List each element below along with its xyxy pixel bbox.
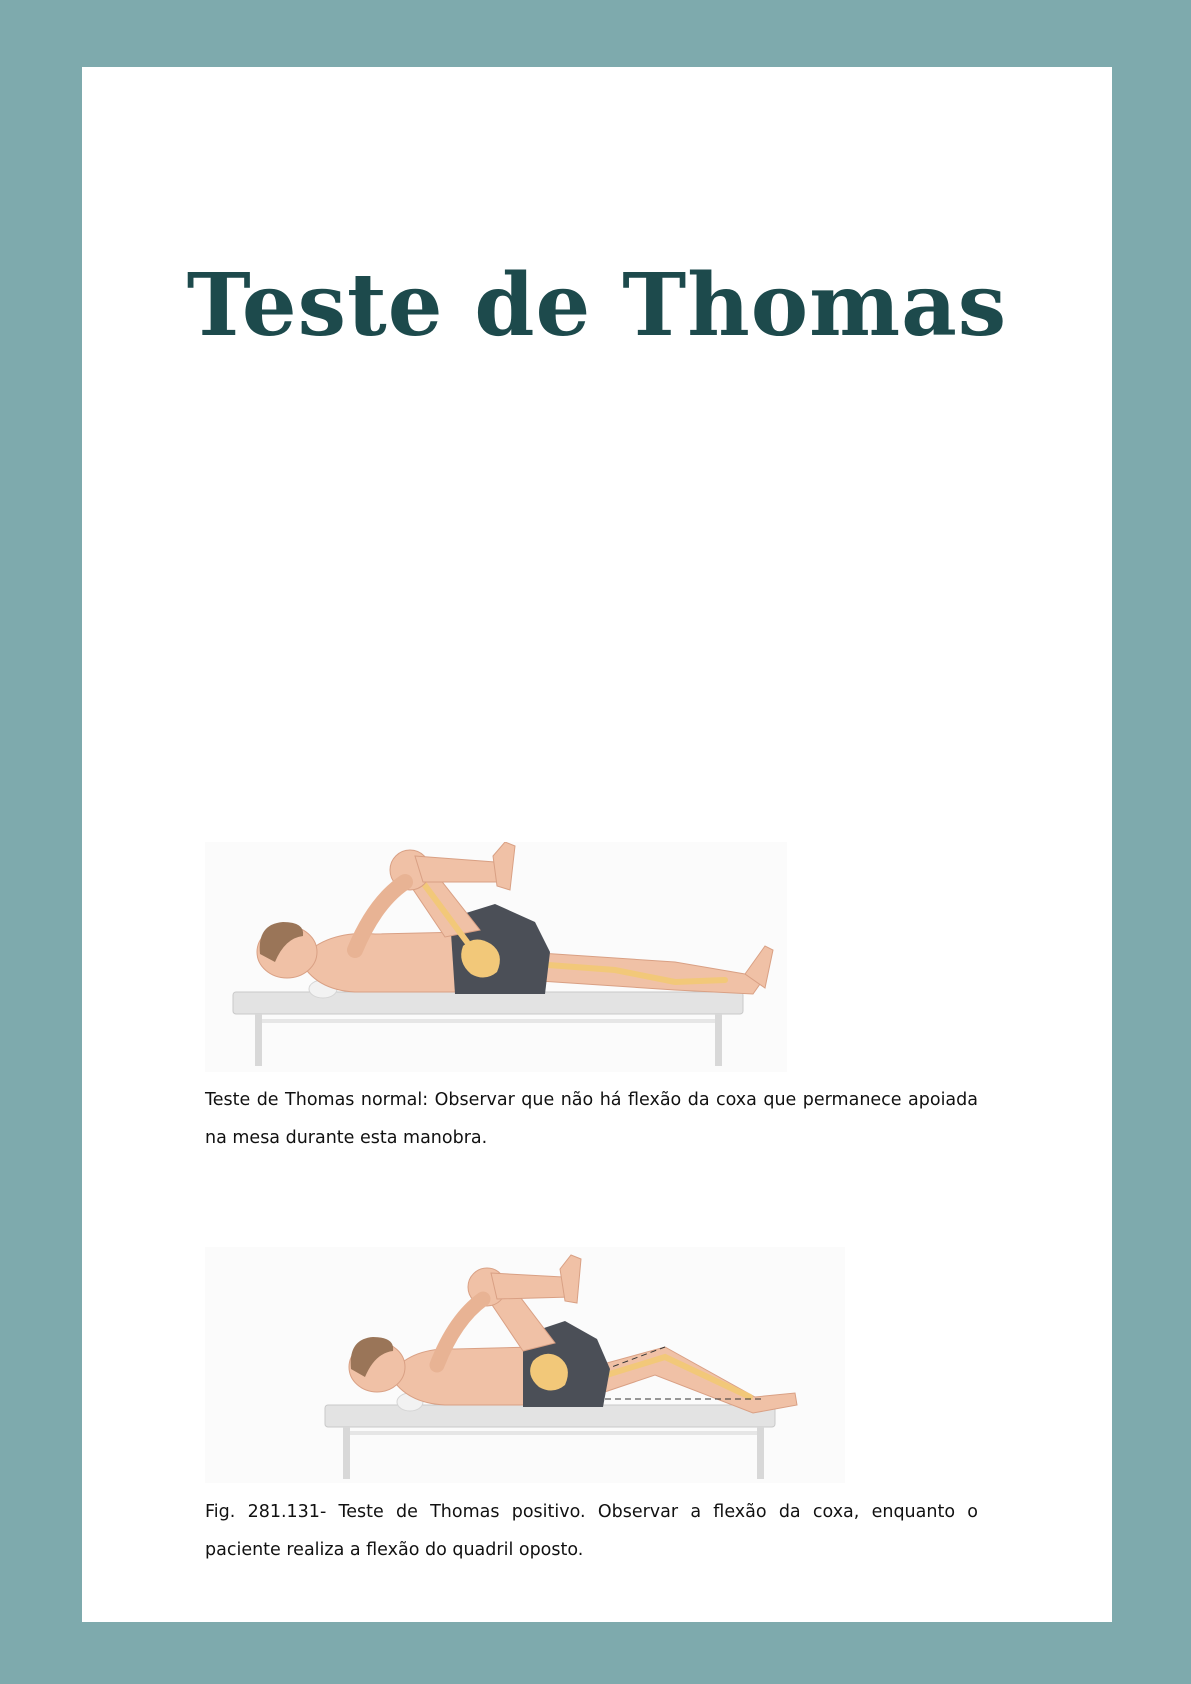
figure-thomas-positive xyxy=(205,1247,845,1483)
figure-caption-normal: Teste de Thomas normal: Observar que não há flexão da coxa que permanece apoiada na mesa durante esta manobra. xyxy=(205,1090,978,1148)
page-title: Teste de Thomas xyxy=(186,254,1008,356)
illustration-thomas-normal xyxy=(205,842,787,1072)
illustration-thomas-positive xyxy=(205,1247,845,1483)
document-page xyxy=(82,67,1112,1622)
figure-thomas-normal xyxy=(205,842,787,1072)
figure-caption-positive: Fig. 281.131- Teste de Thomas positivo. Observar a flexão da coxa, enquanto o paciente realiza a flexão do quadril oposto. xyxy=(205,1502,978,1560)
